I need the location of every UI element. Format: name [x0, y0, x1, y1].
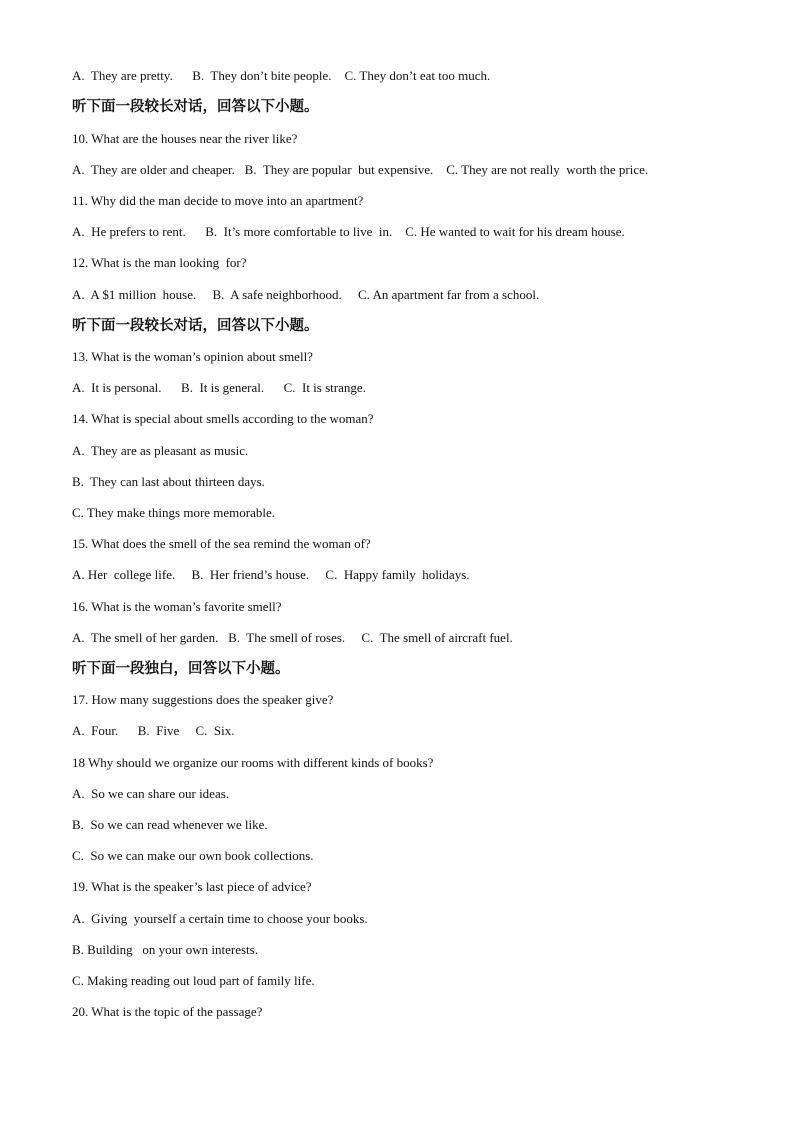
question-15: 15. What does the smell of the sea remind the woman of?	[72, 536, 371, 551]
question-19-option-a: A. Giving yourself a certain time to choose your books.	[72, 911, 368, 926]
section-heading: 听下面一段独白，回答以下小题。	[72, 661, 290, 677]
question-10-options: A. They are older and cheaper. B. They are popular but expensive. C. They are not really worth the price.	[72, 162, 649, 177]
question-16: 16. What is the woman’s favorite smell?	[72, 599, 282, 614]
section-heading: 听下面一段较长对话，回答以下小题。	[72, 99, 319, 115]
question-18-option-a: A. So we can share our ideas.	[72, 786, 230, 801]
question-11: 11. Why did the man decide to move into an apartment?	[72, 193, 364, 208]
question-14-option-a: A. They are as pleasant as music.	[72, 443, 249, 458]
question-19-option-b: B. Building on your own interests.	[72, 942, 258, 957]
question-13: 13. What is the woman’s opinion about smell?	[72, 349, 313, 364]
question-13-options: A. It is personal. B. It is general. C. It is strange.	[72, 380, 366, 395]
question-19-option-c: C. Making reading out loud part of family life.	[72, 973, 315, 988]
question-18: 18 Why should we organize our rooms with different kinds of books?	[72, 755, 434, 770]
question-14-option-b: B. They can last about thirteen days.	[72, 474, 265, 489]
question-14: 14. What is special about smells according to the woman?	[72, 411, 374, 426]
question-19: 19. What is the speaker’s last piece of advice?	[72, 879, 312, 894]
question-18-option-c: C. So we can make our own book collections.	[72, 848, 314, 863]
question-10: 10. What are the houses near the river like?	[72, 131, 298, 146]
question-16-options: A. The smell of her garden. B. The smell of roses. C. The smell of aircraft fuel.	[72, 630, 513, 645]
question-12-options: A. A $1 million house. B. A safe neighborhood. C. An apartment far from a school.	[72, 287, 540, 302]
question-17: 17. How many suggestions does the speaker give?	[72, 692, 334, 707]
question-17-options: A. Four. B. Five C. Six.	[72, 723, 235, 738]
question-9-options: A. They are pretty. B. They don’t bite people. C. They don’t eat too much.	[72, 68, 491, 83]
question-14-option-c: C. They make things more memorable.	[72, 505, 276, 520]
question-12: 12. What is the man looking for?	[72, 255, 247, 270]
question-18-option-b: B. So we can read whenever we like.	[72, 817, 268, 832]
section-heading: 听下面一段较长对话，回答以下小题。	[72, 318, 319, 334]
question-15-options: A. Her college life. B. Her friend’s house. C. Happy family holidays.	[72, 567, 470, 582]
question-11-options: A. He prefers to rent. B. It’s more comfortable to live in. C. He wanted to wait for his dream house.	[72, 224, 625, 239]
question-20: 20. What is the topic of the passage?	[72, 1004, 263, 1019]
